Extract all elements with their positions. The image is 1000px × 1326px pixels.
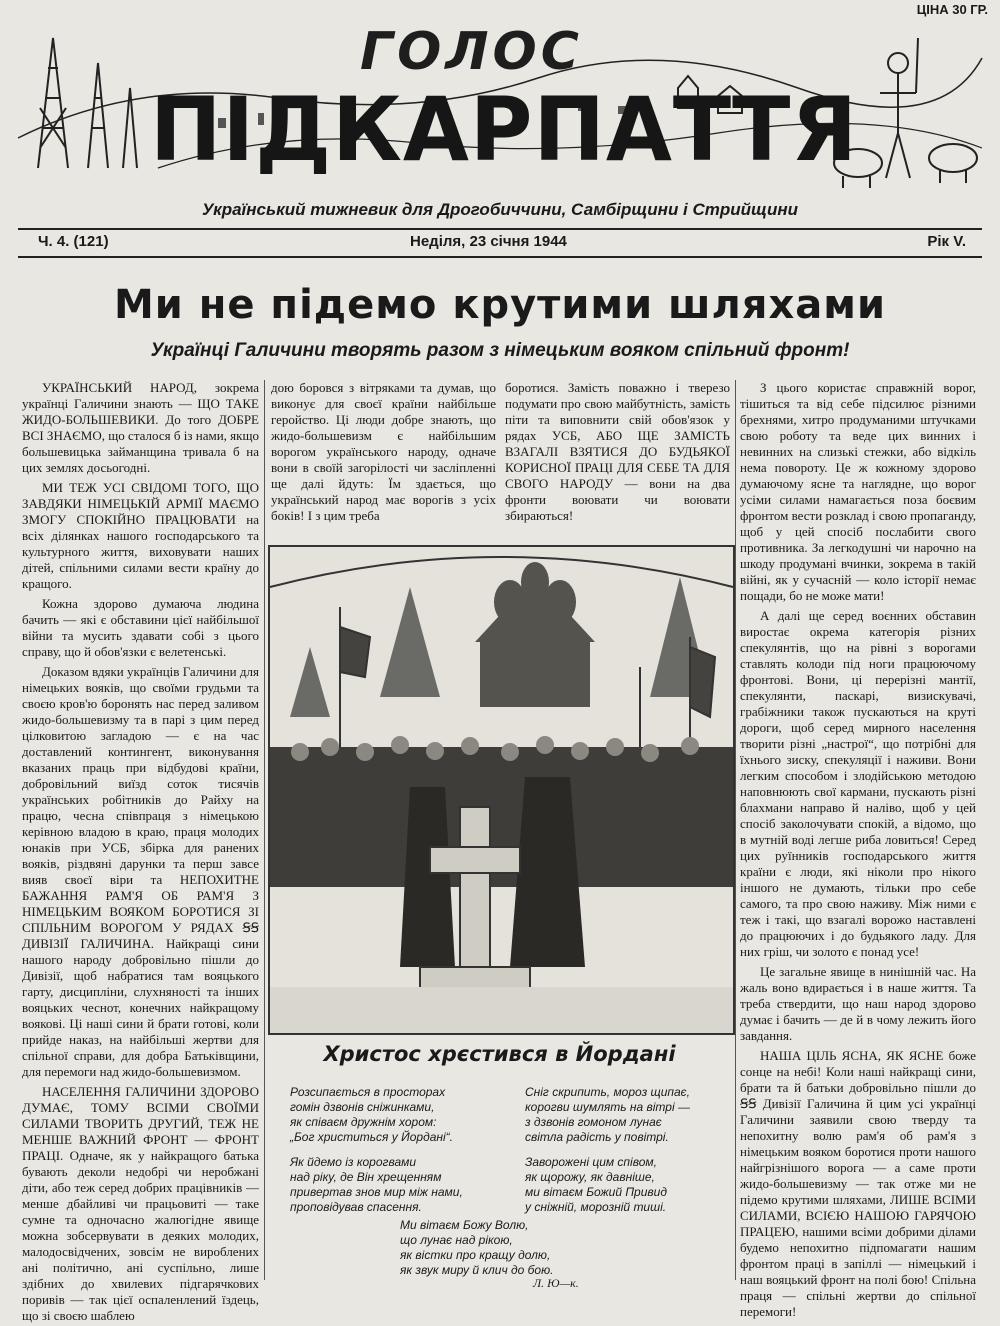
poem-title: Христос хрєстився в Йордані — [323, 1042, 676, 1066]
subheadline: Українці Галичини творять разом з німецьким вояком спільний фронт! — [150, 340, 850, 361]
poem-line: проповідував спасення. — [290, 1200, 422, 1214]
poem-author: Л. Ю—к. — [533, 1276, 579, 1290]
article-paragraph: Кожна здорово думаюча людина бачить — які є обставини цієї найбільшої війни та мусить здавати собі з цього справу, що й обов'язки є велетенські. — [22, 596, 259, 659]
masthead-title-top: ГОЛОС — [360, 22, 583, 82]
article-paragraph: З цього користає справжній ворог, тішиться та від себе підсилює різними брехнями, хитро продуманими штучками свою роботу та веде цих винних і невинних на слизькі стежки, або відкіль нема повороту. Це ж кожному здорово думаючому ясне та наглядне, що ворог усіми силами намагається поза боєвим фронтом вести розклад і свою пропаганду, щоб у цей спосіб послабити свого противника. За легкодушні чи нарочно на шкоду продумані вчинки, зокрема в такій війні, як у сучасній — коло історії немає пощади, бо не може мати! — [740, 380, 976, 603]
poem-stanza — [290, 1085, 510, 1145]
article-column-2 — [271, 380, 496, 523]
article-paragraph: дою боровся з вітряками та думав, що виконує для своєї країни найбільше геройство. Ці люди добре знають, що жидо-большевизм є найбільшим ворогом українського народу, одначе вони в своїй загорілості чи засліпленні ще далі йдуть: Їм здається, що український народ має ворогів з усіх боків! І з цим треба — [271, 380, 496, 523]
issue-number: Ч. 4. (121) — [38, 233, 109, 250]
poem-line: Розсипається в просторах — [290, 1085, 446, 1099]
article-column-1 — [22, 380, 259, 1323]
rule-top — [18, 228, 982, 230]
poem-line: корогви шумлять на вітрі — — [525, 1100, 690, 1114]
poem-line: гомін дзвонів сніжинками, — [290, 1100, 435, 1114]
poem-stanza — [525, 1155, 735, 1215]
column-divider — [735, 380, 736, 1280]
column-divider — [264, 380, 265, 1280]
article-paragraph: боротися. Замість поважно і тверезо подумати про свою майбутність, замість піти та виповнити свій обов'язок у рядах УСБ, АБО ЩЕ ЗАМІСТЬ ВЗАГАЛІ ВЗЯТИСЯ ДО БУДЬЯКОЇ КОРИСНОЇ ПРАЦІ ДЛЯ СЕБЕ ТА ДЛЯ СВОГО НАРОДУ — вони на два фронти воювати чи воювати збираються! — [505, 380, 730, 523]
jordan-ceremony-illustration — [268, 545, 735, 1035]
poem-line: з дзвонів гомоном лунає — [525, 1115, 662, 1129]
article-paragraph: А далі ще серед воєнних обставин виростає окрема категорія різних спекулянтів, що на рівні з ворогами ставлять колоди під ноги працюючому фронтові. Вони, ці перерізні мантії, спекулянти, паскарі, визискувачі, грабіжники також пускаються на круті дороги, щоб серед мирного населення творити різні „настрої“, що потрібні для їхнього зиску, спекуляції і наживи. Вони легким способом і злодійською методою наповнюють свої кармани, пускають різні блахмани направо й наліво, щоб у цей спосіб заколочувати спокій, а відомо, що в мутній воді легше риба ловиться! Серед цих руїнників господарського життя країни є люди, які ніколи про нікого іншого не думають, тільки про себе самого, та про свою наживу. Між ними є теж і такі, що взагалі ворожо наставлені до працюючих і до будьякого ладу. Для них гріш, чи золото є понад усе! — [740, 608, 976, 959]
poem-line: у сніжній, морозній тиші. — [525, 1200, 667, 1214]
poem-stanza — [525, 1085, 735, 1145]
issue-year: Рік V. — [927, 233, 966, 250]
poem-line: над ріку, де Він хрещенням — [290, 1170, 442, 1184]
masthead-subtitle: Український тижневик для Дрогобиччини, Самбірщини і Стрийщини — [202, 200, 798, 219]
poem-line: ми вітаєм Божий Привид — [525, 1185, 667, 1199]
poem-line: Як йдемо із корогвами — [290, 1155, 417, 1169]
poem-line: як щорожу, як давніше, — [525, 1170, 655, 1184]
issue-date: Неділя, 23 січня 1944 — [410, 233, 567, 250]
article-paragraph: МИ ТЕЖ УСІ СВІДОМІ ТОГО, ЩО ЗАВДЯКИ НІМЕЦЬКІЙ АРМІЇ МАЄМО ЗМОГУ СПОКІЙНО ПРАЦЮВАТИ на всіх ділянках нашого господарського та культурного життя, виховувати наших дітей, спільними силами вести країну до кращого. — [22, 480, 259, 591]
price-label: ЦІНА 30 ГР. — [916, 2, 988, 17]
poem-line: як вістки про кращу долю, — [400, 1248, 551, 1262]
article-paragraph: Доказом вдяки українців Галичини для німецьких вояків, що своїми грудьми та своєю кров'ю боронять нас перед заливом жидо-большевизму та в парі з цим перед цілковитою загладою — є на час доставлений контингент, виконування вказаних праць при відбудові країни, добровільний виїзд соток тисячів українських робітників до Райху на працю, чесна співпраця з німецькою керівною владою в краю, праця молодих юнаків при УСБ, збірка для ранених вояків, різдвяні дарунки та перш завсе вияв своєї віри та НЕПОХИТНЕ БАЖАННЯ РАМ'Я ОБ РАМ'Я З НІМЕЦЬКИМ ВОЯКОМ БОРОТИСЯ ЗІ СПІЛЬНИМ ВОРОГОМ У РЯДАХ ꞨꞨ ДИВІЗІЇ ГАЛИЧИНА. Найкращі сини нашого народу добровільно пішли до Дивізії, щоб набратися там вояцького гарту, дисципліни, слухняності та інших вояцьких чеснот, конечних найкращому воякові. Ці наші сини й брати готові, коли прийде наказ, на найбільші жертви для спільної справи, для добра Батьківщини, для перемоги над жидо-большевизмом. — [22, 664, 259, 1079]
article-paragraph: УКРАЇНСЬКИЙ НАРОД, зокрема українці Галичини знають — ЩО ТАКЕ ЖИДО-БОЛЬШЕВИКИ. До того ДОБРЕ ВСІ ЗНАЄМО, що сталося б із нами, якщо большевицька займанщина тривала б на цих землях досьогодні. — [22, 380, 259, 475]
masthead-title-main: ПІДКАРПАТТЯ — [150, 78, 858, 181]
poem-left-column — [290, 1085, 510, 1225]
article-column-3 — [505, 380, 730, 523]
poem-right-column — [525, 1085, 735, 1225]
rule-bottom — [18, 256, 982, 258]
poem-line: Ми вітаєм Божу Волю, — [400, 1218, 529, 1232]
poem-line: світла радість у повітрі. — [525, 1130, 669, 1144]
poem-line: „Бог христиться у Йордані“. — [290, 1130, 453, 1144]
poem-line: як звук миру й клич до бою. — [400, 1263, 554, 1277]
article-paragraph: Це загальне явище в нинішній час. На жаль воно вдирається і в наше життя. Та треба ствердити, що наш народ здорово думає і бачить — де й в чому лежить його завдання. — [740, 964, 976, 1043]
poem-stanza — [290, 1155, 510, 1215]
article-paragraph: НАСЕЛЕННЯ ГАЛИЧИНИ ЗДОРОВО ДУМАЄ, ТОМУ ВСІМИ СВОЇМИ СИЛАМИ ТВОРИТЬ ДРУГИЙ, ТЕЖ НЕ МЕНШЕ ВАЖНИЙ ФРОНТ — ФРОНТ ПРАЦІ. Одначе, як у найкращого батька бувають деколи недобрі чи неробжані діти, або теж серед добрих працівників — менше дбайливі чи працьовиті — таке сумне та одночасно жалюгідне явище можна зобсервувати в деяких молодих, малодосвідчених, зовсім не вироблених ані політично, ані суспільно, лише здібних до хвилевих підгарячкових поривів — так цієї оспаленлений їздець, що зі своєю шаблею — [22, 1084, 259, 1323]
poem-line: Сніг скрипить, мороз щипає, — [525, 1085, 690, 1099]
poem-line: Заворожені цим співом, — [525, 1155, 657, 1169]
poem-final-stanza — [400, 1218, 640, 1278]
poem-line: привертав знов мир між нами, — [290, 1185, 463, 1199]
article-column-4 — [740, 380, 976, 1319]
poem-line: як співаєм дружнім хором: — [290, 1115, 437, 1129]
article-paragraph: НАША ЦІЛЬ ЯСНА, ЯК ЯСНЕ боже сонце на небі! Коли наші найкращі сини, брати та й батьки добровільно пішли до ꞨꞨ Дивізії Галичина й цим усі українці Галичини заявили свою тверду та непохитну волю рам'я об рам'я з німецьким вояком боротися проти нашого найгрізнішого ворога — а саме проти жидо-большевизму — так отже ми не підемо крутими шляхами, ЛИШЕ ВСІМИ СИЛАМИ, ВСІЄЮ НАШОЮ ГАРЯЧОЮ ПРАЦЕЮ, нашими всіми добрими ділами будемо непохитно підпомагати нашим фронтом праці в запіллі — німецький і наш вояцький фронт на полі бою! Спільна праця — спільні жертви до спільної перемоги! — [740, 1048, 976, 1319]
poem-line: що лунає над рікою, — [400, 1233, 513, 1247]
headline: Ми не підемо крутими шляхами — [113, 282, 887, 328]
